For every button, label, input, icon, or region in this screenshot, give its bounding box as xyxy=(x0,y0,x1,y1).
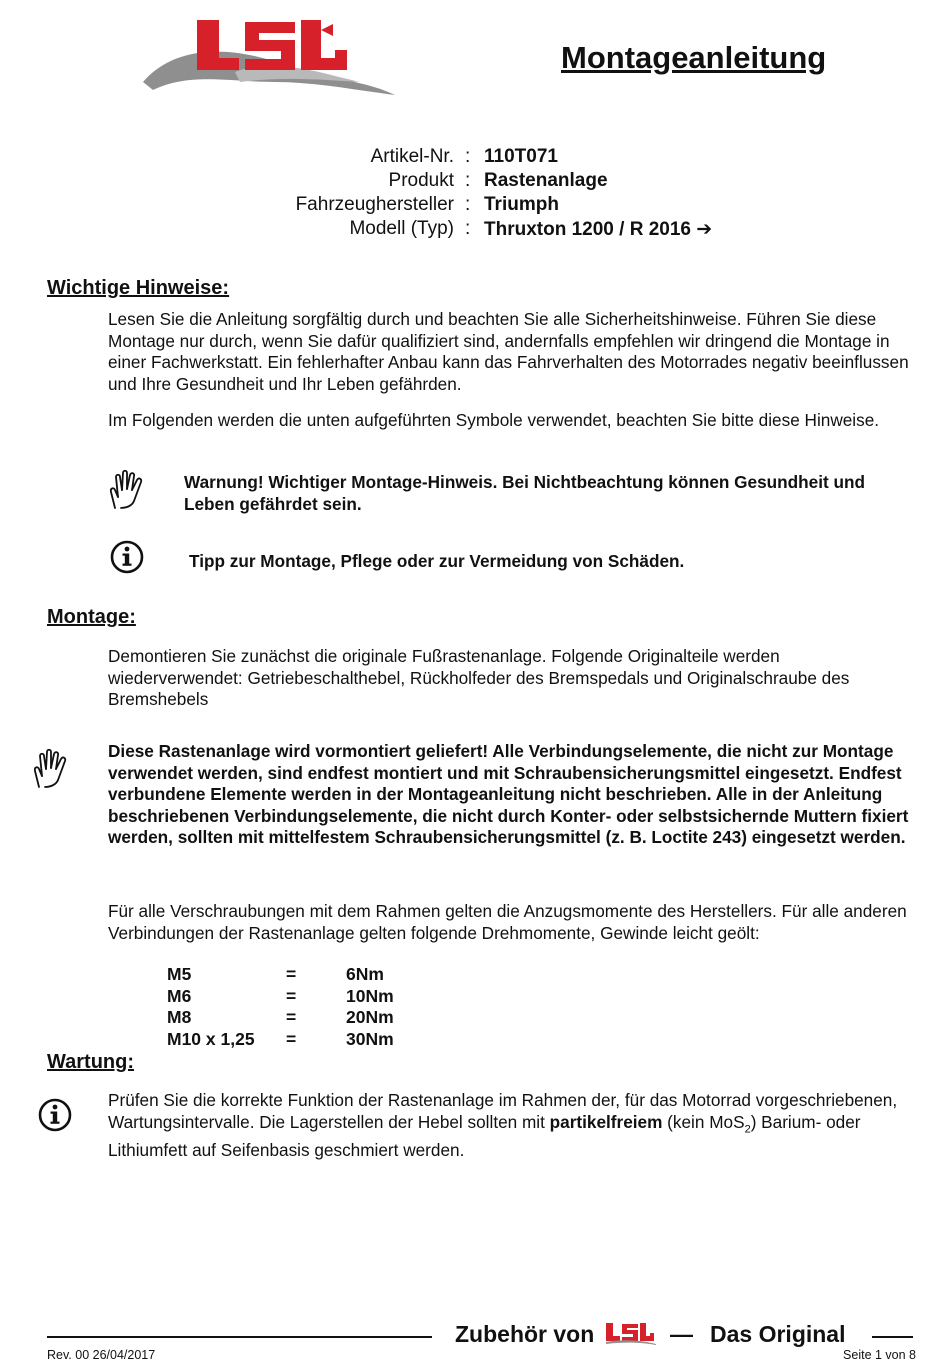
product-value: Rastenanlage xyxy=(484,170,608,191)
article-info xyxy=(0,146,950,242)
equals-sign: = xyxy=(286,985,297,1006)
torque-value: 20Nm xyxy=(346,1007,394,1027)
manufacturer-row xyxy=(0,194,950,218)
hand-icon xyxy=(30,747,72,789)
separator: : xyxy=(465,218,471,239)
thread-size: M10 x 1,25 xyxy=(167,1028,255,1049)
article-number-label: Artikel-Nr. xyxy=(370,146,454,167)
product-row xyxy=(0,170,950,194)
info-icon xyxy=(34,1094,76,1136)
wartung-text: ) Barium- oder Lithiumfett auf Seifenbasis geschmiert werden. xyxy=(108,1111,861,1161)
page-number: Seite 1 von 8 xyxy=(843,1348,916,1362)
separator: : xyxy=(465,170,471,191)
footer-rule xyxy=(872,1336,913,1338)
lsl-logo-small xyxy=(604,1320,658,1346)
equals-sign: = xyxy=(286,964,297,984)
manufacturer-label: Fahrzeughersteller xyxy=(295,194,454,215)
section-heading-wartung: Wartung: xyxy=(47,1051,135,1073)
wartung-text: Prüfen Sie die korrekte Funktion der Rastenanlage im Rahmen der, für das Motorrad vorgeschriebenen, Wartungsintervalle. Die Lagerstellen der Hebel sollten mit xyxy=(108,1090,898,1132)
hand-icon xyxy=(106,468,148,510)
section-heading-hinweise: Wichtige Hinweise: xyxy=(47,277,230,299)
emphasis-text: partikelfreiem xyxy=(549,1111,663,1132)
article-number-value: 110T071 xyxy=(484,146,558,167)
section-heading-montage: Montage: xyxy=(47,606,136,628)
torque-intro: Für alle Verschraubungen mit dem Rahmen gelten die Anzugsmomente des Herstellers. Für alle anderen Verbindungen der Rastenanlage gelten folgende Drehmomente, Gewinde leicht geölt: xyxy=(108,901,907,943)
torque-value: 30Nm xyxy=(346,1028,394,1049)
model-value: Thruxton 1200 / R 2016 ➔ xyxy=(484,219,713,240)
model-row xyxy=(0,218,950,242)
lsl-logo xyxy=(135,10,400,105)
model-label: Modell (Typ) xyxy=(349,218,454,239)
thread-size: M5 xyxy=(167,964,192,984)
product-label: Produkt xyxy=(388,170,454,191)
symbols-paragraph: Im Folgenden werden die unten aufgeführten Symbole verwendet, beachten Sie bitte diese Hinweise. xyxy=(108,410,880,430)
manufacturer-value: Triumph xyxy=(484,194,559,215)
torque-value: 6Nm xyxy=(346,964,384,984)
subscript: 2 xyxy=(744,1122,751,1135)
wartung-text: (kein MoS xyxy=(662,1111,745,1132)
separator: : xyxy=(465,194,471,215)
warning-legend: Warnung! Wichtiger Montage-Hinweis. Bei Nichtbeachtung können Gesundheit und Leben gefährdet sein. xyxy=(184,472,865,514)
separator: : xyxy=(465,146,471,167)
wartung-paragraph xyxy=(108,1090,918,1162)
footer-accessory-text: Zubehör von xyxy=(455,1321,595,1347)
footer-rule xyxy=(47,1336,432,1338)
tip-legend: Tipp zur Montage, Pflege oder zur Vermeidung von Schäden. xyxy=(189,551,685,571)
article-number-row xyxy=(0,146,950,170)
hinweise-paragraph: Lesen Sie die Anleitung sorgfältig durch und beachten Sie alle Sicherheitshinweise. Führen Sie diese Montage nur durch, wenn Sie dafür qualifiziert sind, andernfalls empfehlen wir dringend die Montage in einer Fachwerkstatt. Ein fehlerhafter Anbau kann das Fahrverhalten des Motorrades negativ beeinflussen und Ihre Gesundheit und Ihr Leben gefährden. xyxy=(108,309,909,394)
thread-size: M6 xyxy=(167,985,192,1006)
montage-paragraph: Demontieren Sie zunächst die originale Fußrastenanlage. Folgende Originalteile werden wiederverwendet: Getriebeschalthebel, Rückholfeder des Bremspedals und Originalschraube des Bremshebels xyxy=(108,646,850,709)
equals-sign: = xyxy=(286,1007,297,1027)
page-title: Montageanleitung xyxy=(561,40,827,75)
revision-info: Rev. 00 26/04/2017 xyxy=(47,1348,156,1362)
thread-size: M8 xyxy=(167,1007,192,1027)
montage-warning: Diese Rastenanlage wird vormontiert geliefert! Alle Verbindungselemente, die nicht zur Montage verwendet werden, sind endfest montiert und mit Schraubensicherungsmittel eingesetzt. Endfest verbundene Elemente werden in der Montageanleitung nicht beschrieben. Alle in der Anleitung beschriebenen Verbindungselemente, die nicht durch Konter- oder selbstsichernde Muttern fixiert werden, sollten mit mittelfestem Schraubensicherungsmittel (z. B. Loctite 243) eingesetzt werden. xyxy=(108,741,909,847)
info-icon xyxy=(106,536,148,578)
footer-dash: — xyxy=(670,1321,693,1347)
torque-value: 10Nm xyxy=(346,985,394,1006)
equals-sign: = xyxy=(286,1028,297,1049)
footer-original-text: Das Original xyxy=(710,1321,846,1347)
